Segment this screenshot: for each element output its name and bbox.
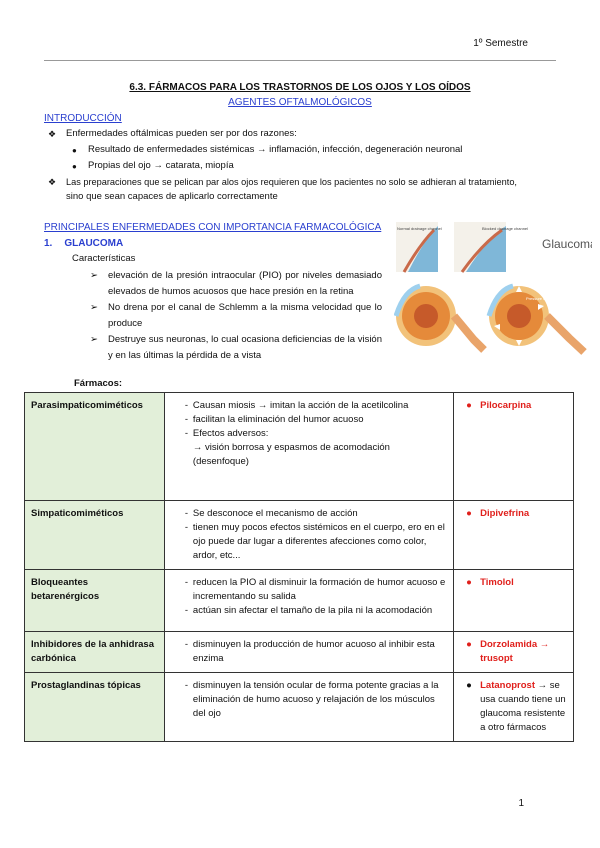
principal-diseases-heading: PRINCIPALES ENFERMEDADES CON IMPORTANCIA FARMACOLÓGICA <box>44 222 382 233</box>
caracteristicas-label: Características <box>72 253 136 264</box>
effect-item: - Efectos adversos: → visión borrosa y espasmos de acomodación (desenfoque) <box>171 427 447 469</box>
page-number: 1 <box>518 798 524 809</box>
effects-cell <box>164 570 453 632</box>
drug-item <box>460 399 567 413</box>
effect-item: - Se desconoce el mecanismo de acción <box>184 508 358 519</box>
drug-class-cell: Bloqueantes betarenérgicos <box>25 570 165 632</box>
effect-text: Efectos adversos: → visión borrosa y espasmos de acomodación (desenfoque) <box>192 428 390 467</box>
illus-label-blocked: Blocked drainage channel <box>482 226 529 231</box>
document-title: 6.3. FÁRMACOS PARA LOS TRASTORNOS DE LOS OJOS Y LOS OÍDOS <box>129 82 471 93</box>
illustration-title: Glaucoma <box>542 237 592 251</box>
drug-item <box>460 679 567 735</box>
diamond-bullet-icon: ❖ <box>48 129 57 139</box>
dot-bullet-icon: ● <box>466 577 472 588</box>
effects-cell <box>164 632 453 673</box>
effect-text: tienen muy pocos efectos sistémicos en el cuerpo, ero en el ojo puede dar lugar a diferentes afecciones como color, ardor, etc... <box>192 522 445 561</box>
illus-label-normal: Normal drainage channel <box>397 226 442 231</box>
effect-text: disminuyen la tensión ocular de forma potente gracias a la eliminación de humo acuoso y relajación de los músculos del ojo <box>192 680 439 719</box>
arrow-bullet-icon: ➢ <box>90 302 98 313</box>
drug-name: Pilocarpina <box>480 400 532 411</box>
dot-bullet-icon: ● <box>466 680 472 691</box>
table-row <box>25 632 574 673</box>
dot-bullet-icon: ● <box>72 162 77 171</box>
effects-cell <box>164 501 453 570</box>
effect-item: - disminuyen la tensión ocular de forma potente gracias a la eliminación de humo acuoso y relajación de los músculos del ojo <box>171 679 447 721</box>
drug-cell <box>454 501 574 570</box>
effect-item: - disminuyen la producción de humor acuoso al inhibir esta enzima <box>171 638 447 666</box>
table-row <box>25 393 574 501</box>
list-item <box>90 268 382 300</box>
drug-name: Latanoprost <box>480 680 535 691</box>
dot-bullet-icon: ● <box>466 400 472 411</box>
table-row <box>25 501 574 570</box>
effect-text: actúan sin afectar el tamaño de la pila ni la acomodación <box>192 605 433 616</box>
intro-heading: INTRODUCCIÓN <box>44 113 122 124</box>
table-row <box>25 673 574 742</box>
drugs-table <box>24 392 574 742</box>
effect-text: Causan miosis → imitan la acción de la acetilcolina <box>192 400 409 411</box>
drug-name: Dipivefrina <box>480 508 530 519</box>
semester-label: 1º Semestre <box>473 38 528 49</box>
effect-item: - facilitan la eliminación del humor acuoso <box>184 414 364 425</box>
effect-text: reducen la PIO al disminuir la formación de humor acuoso e incrementando su salida <box>192 577 446 602</box>
diamond-bullet-icon: ❖ <box>48 177 57 187</box>
header-divider <box>44 60 556 61</box>
effect-text: Se desconoce el mecanismo de acción <box>192 508 358 519</box>
drug-item <box>460 576 567 590</box>
effect-item: - Causan miosis → imitan la acción de la acetilcolina <box>184 400 409 411</box>
intro-item-1: Resultado de enfermedades sistémicas → inflamación, infección, degeneración neuronal <box>88 144 463 155</box>
drug-class-cell: Simpaticomiméticos <box>25 501 165 570</box>
drug-note: → se usa cuando tiene un glaucoma resistente a otro fármacos <box>480 680 566 733</box>
drug-class-cell: Prostaglandinas tópicas <box>25 673 165 742</box>
effect-text: disminuyen la producción de humor acuoso al inhibir esta enzima <box>192 639 435 664</box>
table-row <box>25 570 574 632</box>
effect-item: - actúan sin afectar el tamaño de la pila ni la acomodación <box>184 605 433 616</box>
effects-cell <box>164 393 453 501</box>
intro-item-2: Propias del ojo → catarata, miopía <box>88 160 234 171</box>
glaucoma-title: GLAUCOMA <box>64 238 124 249</box>
drug-class-cell: Inhibidores de la anhidrasa carbónica <box>25 632 165 673</box>
eye-diagram-icon <box>394 220 592 362</box>
effect-item: - reducen la PIO al disminuir la formación de humor acuoso e incrementando su salida <box>184 577 446 602</box>
caracteristica-text: Destruye sus neuronas, lo cual ocasiona deficiencias de la visión y en las últimas la pérdida de a vista <box>108 334 382 361</box>
arrow-bullet-icon: ➢ <box>90 270 98 281</box>
dot-bullet-icon: ● <box>466 508 472 519</box>
dot-bullet-icon: ● <box>466 639 472 650</box>
intro-paragraph-2-line-2: sino que sean capaces de aplicarlo correctamente <box>66 191 278 202</box>
intro-paragraph-1: Enfermedades oftálmicas pueden ser por dos razones: <box>66 128 297 139</box>
caracteristicas-list <box>90 268 382 364</box>
effect-item: - tienen muy pocos efectos sistémicos en el cuerpo, ero en el ojo puede dar lugar a diferentes afecciones como color, ardor, etc... <box>171 521 447 563</box>
effect-text: facilitan la eliminación del humor acuoso <box>192 414 364 425</box>
drug-item <box>460 638 567 666</box>
dot-bullet-icon: ● <box>72 146 77 155</box>
illus-label-pressure: Pressure damages optic nerve <box>526 296 581 301</box>
drug-cell <box>454 673 574 742</box>
arrow-bullet-icon: ➢ <box>90 334 98 345</box>
drug-cell <box>454 632 574 673</box>
list-item <box>90 300 382 332</box>
drug-name: Dorzolamida → trusopt <box>480 639 550 664</box>
list-item <box>90 332 382 364</box>
farmacos-label: Fármacos: <box>74 378 123 389</box>
effects-cell <box>164 673 453 742</box>
caracteristica-text: No drena por el canal de Schlemm a la misma velocidad que lo produce <box>108 302 382 329</box>
glaucoma-number: 1. <box>44 238 53 249</box>
caracteristica-text: elevación de la presión intraocular (PIO) por niveles demasiado elevados de humos acuosos que hace presión en la retina <box>108 270 382 297</box>
glaucoma-heading <box>44 238 135 249</box>
drug-class-cell: Parasimpaticomiméticos <box>25 393 165 501</box>
drug-name: Timolol <box>480 577 514 588</box>
drug-cell <box>454 570 574 632</box>
document-subtitle: AGENTES OFTALMOLÓGICOS <box>228 97 372 108</box>
drug-item <box>460 507 567 521</box>
glaucoma-illustration <box>394 220 592 362</box>
drug-cell <box>454 393 574 501</box>
intro-paragraph-2-line-1: Las preparaciones que se pelican par alos ojos requieren que los pacientes no solo se adhieran al tratamiento, <box>66 177 517 187</box>
